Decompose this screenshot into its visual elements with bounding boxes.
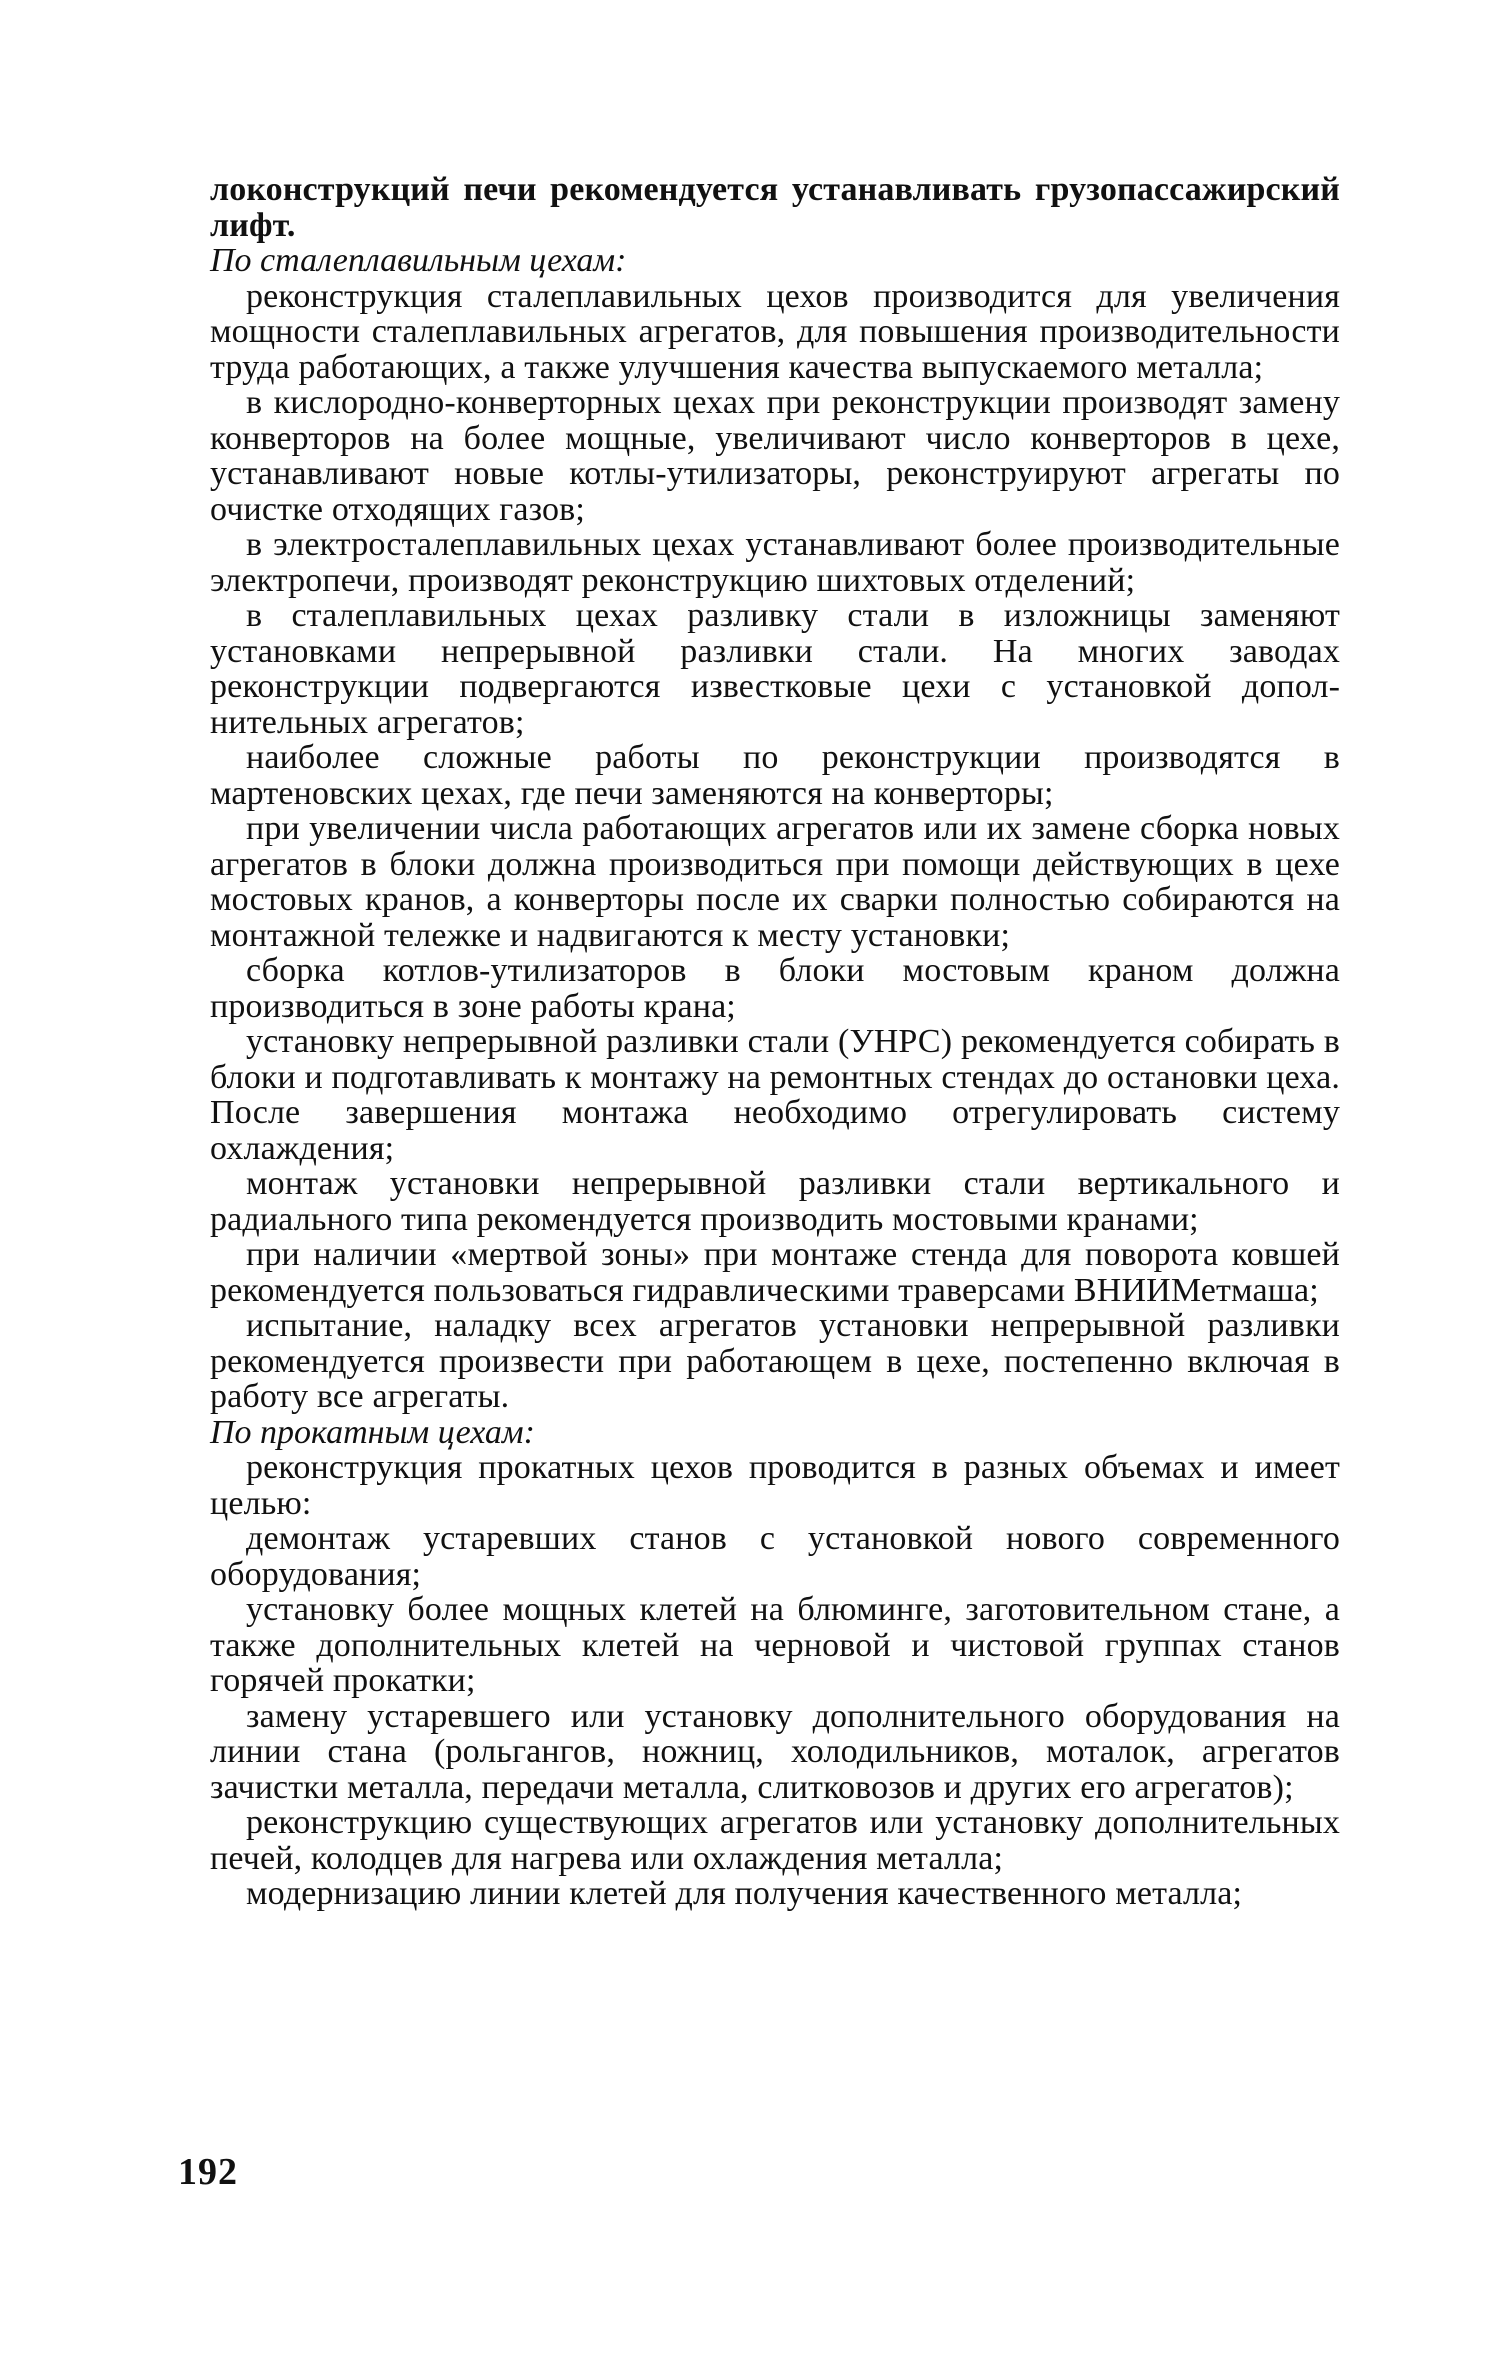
paragraph: сборка котлов-утилизаторов в блоки мостовым краном должна производиться в зоне работы крана; [210,952,1340,1025]
paragraph: в электросталеплавильных цехах устанавливают более производительные электропечи, производят реконструкцию шихтовых отделений; [210,526,1340,599]
paragraph: наиболее сложные работы по реконструкции производятся в мартеновских цехах, где печи заменяются на конверторы; [210,739,1340,812]
paragraph: реконструкция сталеплавильных цехов производится для увеличения мощности сталеплавильных агрегатов, для повышения производительности труда работающих, а также улучшения качества выпускаемого металла; [210,277,1340,386]
paragraph-continued: локонструкций печи рекомендуется устанавливать грузопассажирский лифт. [210,171,1340,244]
paragraph: реконструкцию существующих агрегатов или установку дополнительных печей, колодцев для нагрева или охлаждения металла; [210,1804,1340,1877]
paragraph: реконструкция прокатных цехов проводится в разных объемах и имеет целью: [210,1449,1340,1522]
section-heading-rolling: По прокатным цехам: [210,1413,535,1451]
paragraph: при увеличении числа работающих агрегатов или их замене сборка новых агрегатов в блоки должна производиться при помощи действующих в цехе мостовых кранов, а конверторы после их сварки полностью собираются на монтажной тележке и надвигаются к месту установки; [210,810,1340,954]
paragraph: модернизацию линии клетей для получения качественного металла; [246,1875,1243,1912]
paragraph: при наличии «мертвой зоны» при монтаже стенда для поворота ковшей рекомендуется пользоваться гидравлическими траверсами ВНИИМетмаша; [210,1236,1340,1309]
paragraph: в кислородно-конверторных цехах при реконструкции производят замену конверторов на более мощные, увеличивают число конверторов в цехе, устанавливают новые котлы-утилизаторы, реконструируют агрегаты по очистке отходящих газов; [210,384,1340,528]
paragraph: установку непрерывной разливки стали (УНРС) рекомендуется собирать в блоки и подготавливать к монтажу на ремонтных стендах до остановки цеха. После завершения монтажа необходимо отрегулировать систему охлаждения; [210,1023,1340,1167]
paragraph: демонтаж устаревших станов с установкой нового современного оборудования; [210,1520,1340,1593]
section-heading-steelmaking: По сталеплавильным цехам: [210,242,627,279]
paragraph: установку более мощных клетей на блюминге, заготовительном стане, а также дополнительных клетей на черновой и чистовой группах станов горячей прокатки; [210,1591,1340,1699]
document-page [210,172,1340,2132]
paragraph: монтаж установки непрерывной разливки стали вертикального и радиального типа рекомендуется производить мостовыми кранами; [210,1165,1340,1238]
paragraph: в сталеплавильных цехах разливку стали в изложницы заменяют установками непрерывной разливки стали. На многих заводах реконструкции подвергаются известковые цехи с установкой дополнительных агрегатов; [210,597,1340,741]
paragraph: испытание, наладку всех агрегатов установки непрерывной разливки рекомендуется произвести при работающем в цехе, постепенно включая в работу все агрегаты. [210,1307,1340,1415]
paragraph: замену устаревшего или установку дополнительного оборудования на линии стана (рольгангов, ножниц, холодильников, моталок, агрегатов зачистки металла, передачи металла, слитковозов и других его агрегатов); [210,1697,1340,1806]
page-number: 192 [178,2151,238,2193]
